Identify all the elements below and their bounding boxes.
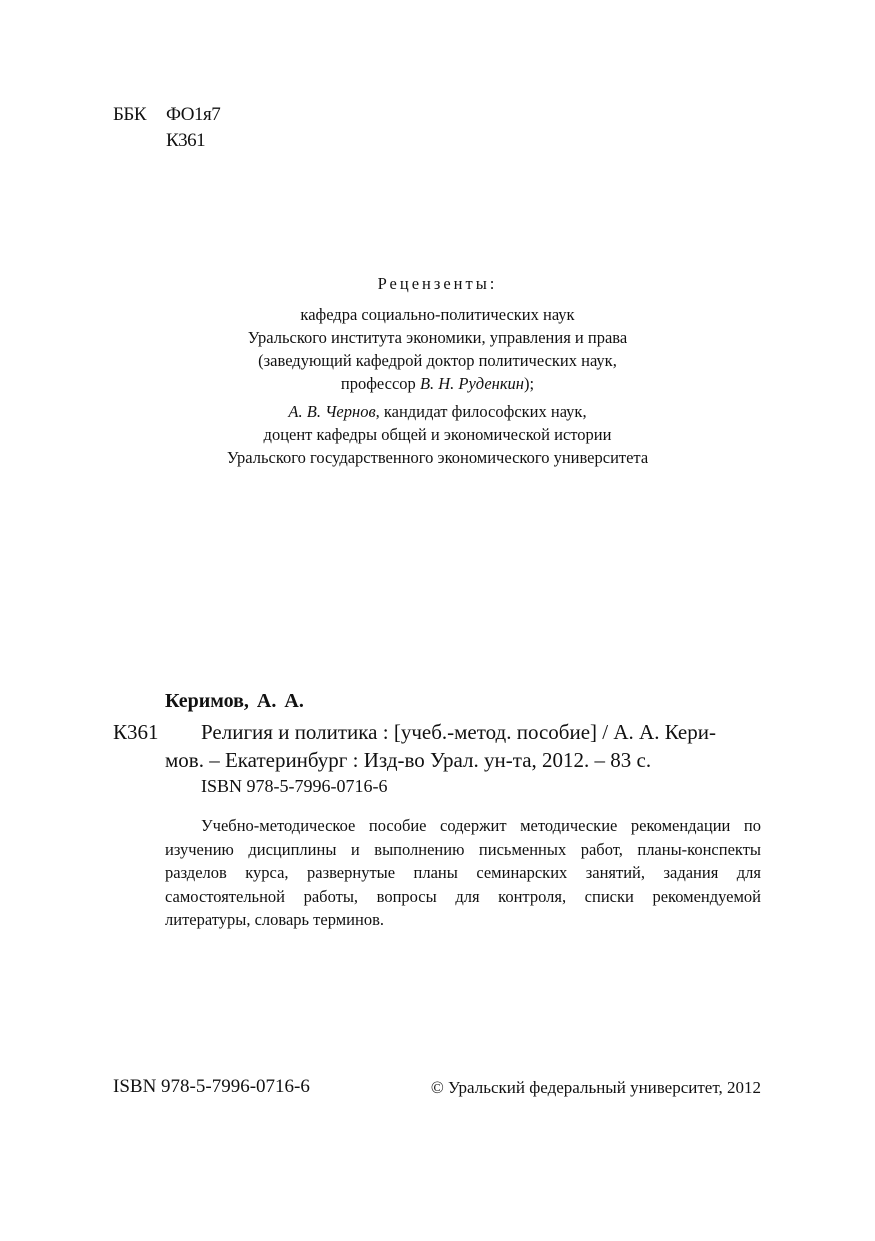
- reviewer-title: профессор: [340, 374, 420, 393]
- annotation-line: Учебно-методическое пособие содержит методические рекомендации по: [201, 816, 761, 835]
- reviewers-section: [113, 272, 762, 469]
- reviewer-line: доцент кафедры общей и экономической истории: [263, 425, 612, 444]
- footer-copyright: © Уральский федеральный университет, 2012: [430, 1078, 761, 1097]
- record-imprint-line: мов. – Екатеринбург : Изд-во Урал. ун-та, 2012. – 83 с.: [165, 748, 652, 772]
- reviewer-line: Уральского института экономики, управления и права: [247, 328, 628, 347]
- reviewer-line-suffix: );: [524, 374, 535, 393]
- record-index-code: К361: [113, 720, 159, 744]
- reviewer-line: [113, 372, 762, 395]
- reviewers-heading: Рецензенты:: [377, 274, 498, 293]
- record-title-line: Религия и политика : [учеб.-метод. пособие] / А. А. Кери-: [201, 720, 716, 744]
- annotation-line: литературы, словарь терминов.: [165, 910, 384, 929]
- annotation-line: разделов курса, развернутые планы семинарских занятий, задания для: [165, 863, 761, 882]
- footer-isbn: ISBN 978-5-7996-0716-6: [113, 1076, 310, 1097]
- reviewer-line: кафедра социально-политических наук: [300, 305, 575, 324]
- reviewer-block-department: [113, 303, 762, 395]
- record-author: Керимов, А. А.: [165, 690, 304, 712]
- reviewer-head-name: В. Н. Руденкин: [419, 374, 524, 393]
- reviewer-person-degree: , кандидат философских наук,: [375, 402, 587, 421]
- bbk-label: ББК: [113, 104, 146, 125]
- annotation-paragraph: [165, 814, 761, 932]
- annotation-line: изучению дисциплины и выполнению письменных работ, планы-конспекты: [165, 839, 761, 859]
- reviewer-line: Уральского государственного экономического университета: [226, 448, 649, 467]
- reviewer-line: [113, 400, 762, 423]
- record-isbn: ISBN 978-5-7996-0716-6: [201, 776, 388, 796]
- reviewer-block-person: [113, 400, 762, 469]
- reviewer-person-name: А. В. Чернов: [288, 402, 376, 421]
- annotation-line: самостоятельной работы, вопросы для контроля, списки рекомендуемой: [165, 886, 761, 906]
- author-sign-code: К361: [166, 130, 206, 151]
- bbk-classification-code: ФО1я7: [166, 104, 221, 125]
- reviewer-line: (заведующий кафедрой доктор политических наук,: [258, 351, 617, 370]
